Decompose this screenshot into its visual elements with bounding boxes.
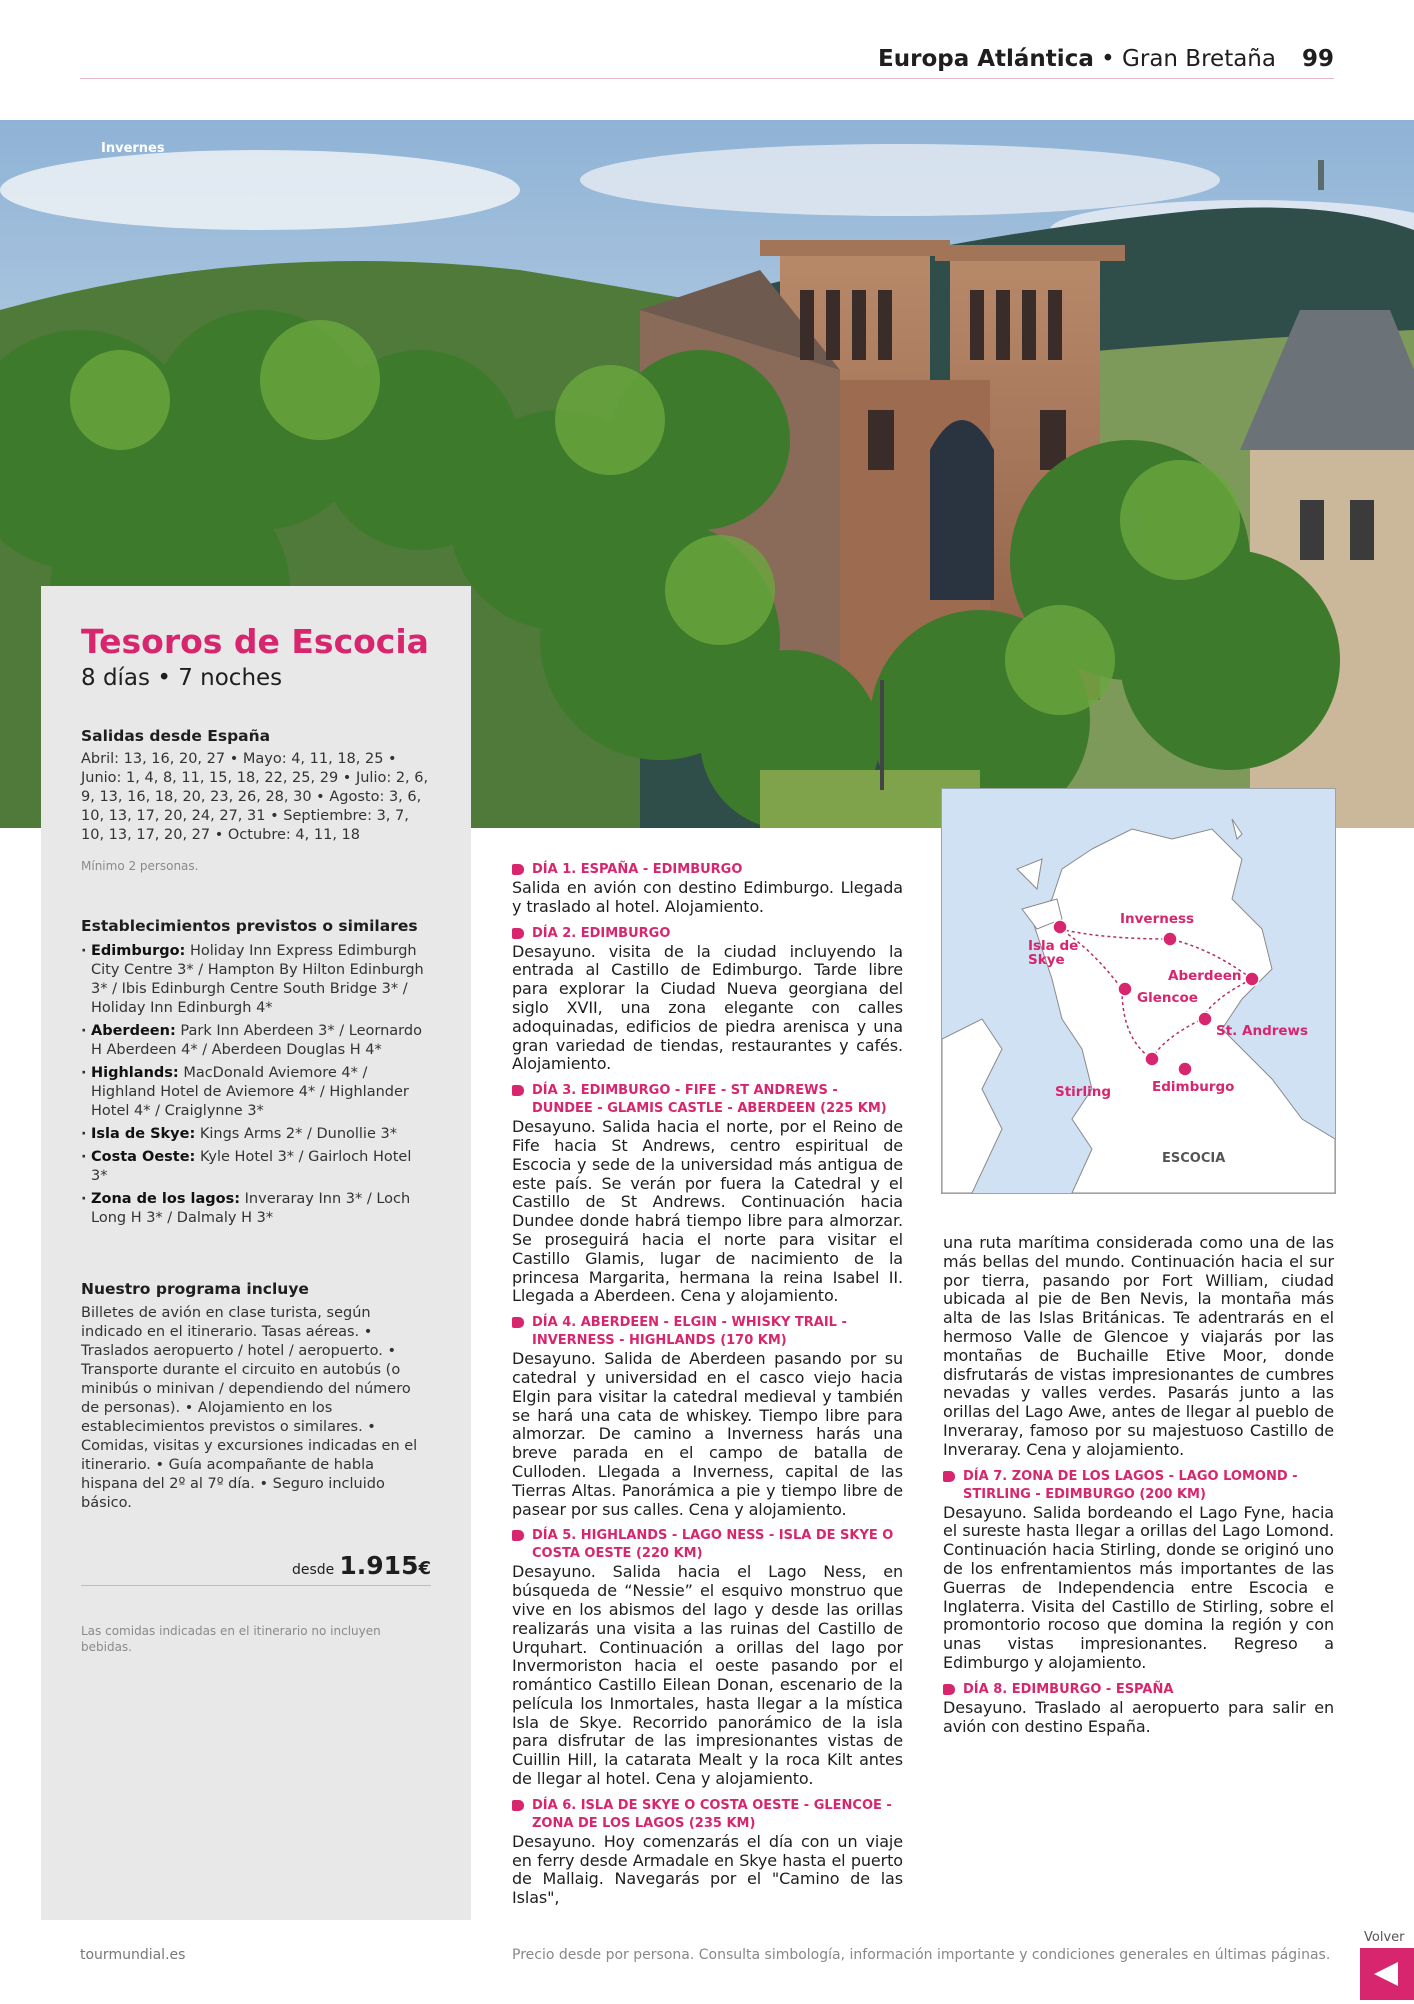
- day-title: [512, 1082, 903, 1118]
- includes-section: [81, 1280, 431, 1513]
- map-city-glencoe: Glencoe: [1137, 990, 1198, 1006]
- hotel-place: Costa Oeste:: [91, 1149, 196, 1165]
- hotel-place: Aberdeen:: [91, 1023, 176, 1039]
- page-header: [80, 44, 1334, 79]
- hotel-item: [81, 1022, 431, 1060]
- itinerary-column-2: [943, 1234, 1334, 1744]
- day-title: [512, 1797, 903, 1833]
- day-title-text: DÍA 3. EDIMBURGO - FIFE - ST ANDREWS - DUNDEE - GLAMIS CASTLE - ABERDEEN (225 KM): [532, 1083, 887, 1117]
- day-title-text: DÍA 7. ZONA DE LOS LAGOS - LAGO LOMOND - STIRLING - EDIMBURGO (200 KM): [963, 1468, 1298, 1502]
- trip-title: Tesoros de Escocia: [81, 622, 429, 661]
- hotel-names: Kyle Hotel 3* / Gairloch Hotel 3*: [91, 1149, 412, 1184]
- region-name: Europa Atlántica: [878, 46, 1094, 72]
- day-text: Desayuno. visita de la ciudad incluyendo la entrada al Castillo de Edimburgo. Tarde libre para explorar la Ciudad Nueva georgiana del siglo XVII, una zona elegante con calles adoquinadas, edificios de piedra arenisca y una gran variedad de tiendas, restaurantes y cafés. Alojamiento.: [512, 941, 903, 1074]
- day-text: Desayuno. Salida hacia el Lago Ness, en búsqueda de “Nessie” el esquivo monstruo que vive en los abismos del lago y desde las orillas realizarás una visita a las ruinas del Castillo de Urquhart. Continuación a orillas del lago por Invermoriston hacia el oeste pasando por el romántico Castillo Eilean Donan, escenario de la película los Inmortales, hasta llegar a la mística Isla de Skye. Recorrido panorámico de la isla para disfrutar de las impresionantes vistas de Cuillin Hill, la catarata Mealt y la roca Kilt antes de llegar al hotel. Cena y alojamiento.: [512, 1562, 903, 1789]
- itinerary-day-continued: [943, 1234, 1334, 1460]
- day-title-text: DÍA 2. EDIMBURGO: [532, 925, 671, 941]
- day-title: [512, 1314, 903, 1350]
- section-title: [878, 46, 1334, 72]
- map-city-edimburgo: Edimburgo: [1152, 1079, 1235, 1095]
- hero-caption: Invernes: [101, 141, 165, 156]
- map-city-aberdeen: Aberdeen: [1168, 968, 1242, 984]
- title-separator: •: [1093, 46, 1123, 72]
- meals-note: Las comidas indicadas en el itinerario no incluyen bebidas.: [81, 1624, 381, 1654]
- hotel-place: Highlands:: [91, 1065, 179, 1081]
- day-title: [943, 1681, 1334, 1699]
- day-marker-icon: [512, 1800, 524, 1811]
- day-title-text: DÍA 8. EDIMBURGO - ESPAÑA: [963, 1681, 1174, 1697]
- hotels-list: [81, 942, 431, 1228]
- day-text: Desayuno. Traslado al aeropuerto para salir en avión con destino España.: [943, 1697, 1334, 1736]
- day-title-text: DÍA 6. ISLA DE SKYE O COSTA OESTE - GLENCOE - ZONA DE LOS LAGOS (235 KM): [532, 1797, 892, 1831]
- map-city-st-andrews: St. Andrews: [1216, 1023, 1309, 1039]
- hotel-item: [81, 1148, 431, 1186]
- day-marker-icon: [943, 1684, 955, 1695]
- day-marker-icon: [512, 928, 524, 939]
- day-text: Salida en avión con destino Edimburgo. Llegada y traslado al hotel. Alojamiento.: [512, 878, 903, 916]
- day-marker-icon: [512, 1085, 524, 1096]
- itinerary-day: [512, 1527, 903, 1789]
- hotel-place: Zona de los lagos:: [91, 1191, 241, 1207]
- country-name: Gran Bretaña: [1122, 46, 1276, 72]
- hotel-item: [81, 1125, 431, 1144]
- hotels-section: [81, 917, 431, 1232]
- itinerary-day: [512, 1314, 903, 1519]
- hotel-item: [81, 1190, 431, 1228]
- hotel-item: [81, 1064, 431, 1121]
- day-title-text: DÍA 4. ABERDEEN - ELGIN - WHISKY TRAIL - INVERNESS - HIGHLANDS (170 KM): [532, 1315, 847, 1349]
- itinerary-day: [512, 1797, 903, 1908]
- hotel-names: MacDonald Aviemore 4* / Highland Hotel de Aviemore 4* / Highlander Hotel 4* / Craiglynne 3*: [91, 1065, 409, 1119]
- trip-duration: 8 días • 7 noches: [81, 665, 283, 691]
- itinerary-day: [943, 1468, 1334, 1673]
- hotel-item: [81, 942, 431, 1018]
- hotel-names: Park Inn Aberdeen 3* / Leornardo H Aberdeen 4* / Aberdeen Douglas H 4*: [91, 1023, 422, 1058]
- day-text: una ruta marítima considerada como una de las más bellas del mundo. Continuación hacia el sur por tierra, pasando por Fort William, ciudad ubicada al pie de Ben Nevis, la montaña más alta de las Islas Británicas. Te adentrarás en el hermoso Valle de Glencoe y viajarás por las montañas de Buchaille Etive Moor, donde disfrutarás de vistas impresionantes de cumbres nevadas y valles verdes. Pasarás junto a las orillas del Lago Awe, antes de llegar al pueblo de Inveraray, famoso por su majestuoso Castillo de Inveraray. Cena y alojamiento.: [943, 1233, 1334, 1459]
- day-title: [512, 861, 903, 879]
- itinerary-day: [512, 1082, 903, 1306]
- day-title-text: DÍA 5. HIGHLANDS - LAGO NESS - ISLA DE SKYE O COSTA OESTE (220 KM): [532, 1528, 894, 1562]
- itinerary-day: [943, 1681, 1334, 1737]
- day-title: [943, 1468, 1334, 1504]
- hotel-place: Edimburgo:: [91, 943, 186, 959]
- price-from-label: desde: [292, 1562, 335, 1578]
- footer-note: Precio desde por persona. Consulta simbología, información importante y condiciones generales en últimas páginas.: [512, 1947, 1331, 1963]
- day-marker-icon: [512, 1317, 524, 1328]
- day-text: Desayuno. Salida hacia el norte, por el Reino de Fife hacia St Andrews, centro espiritual de Escocia y sede de la universidad más antigua de este país. Se verán por fuera la Catedral y el Castillo de St Andrews. Continuación hacia Dundee donde habrá tiempo libre para almorzar. Se proseguirá hacia el norte para visitar el Castillo Glamis, lugar de nacimiento de la princesa Margarita, hermana la reina Isabel II. Llegada a Aberdeen. Cena y alojamiento.: [512, 1117, 903, 1306]
- departures-section: [81, 727, 431, 874]
- day-title: [512, 925, 903, 943]
- route-map: [941, 788, 1336, 1194]
- day-title: [512, 1527, 903, 1563]
- day-text: Desayuno. Salida de Aberdeen pasando por su catedral y universidad en el casco viejo hacia Elgin para visitar la catedral medieval y también se hará una cata de whiskey. Tiempo libre para almorzar. De camino a Inverness harás una breve parada en el campo de batalla de Culloden. Llegada a Inverness, capital de las Tierras Altas. Panorámica a pie y tiempo libre de pasear por sus calles. Cena y alojamiento.: [512, 1349, 903, 1519]
- hotel-place: Isla de Skye:: [91, 1126, 196, 1142]
- price-value: 1.915: [339, 1551, 419, 1580]
- map-city-skye: Isla de Skye: [1028, 938, 1079, 968]
- hotel-names: Holiday Inn Express Edimburgh City Centre 3* / Hampton By Hilton Edinburgh 3* / Ibis Edinburgh Centre South Bridge 3* / Holiday Inn Edinburgh 4*: [91, 943, 424, 1016]
- includes-title: Nuestro programa incluye: [81, 1280, 309, 1298]
- includes-text: Billetes de avión en clase turista, según indicado en el itinerario. Tasas aéreas. • Traslados aeropuerto / hotel / aeropuerto. • Transporte durante el circuito en autobús (o minibús o minivan / dependiendo del número de personas). • Alojamiento en los establecimientos previstos o similares. • Comidas, visitas y excursiones indicadas en el itinerario. • Guía acompañante de habla hispana del 2º al 7º día. • Seguro incluido básico.: [81, 1305, 418, 1511]
- hotel-names: Kings Arms 2* / Dunollie 3*: [199, 1126, 397, 1142]
- page-number: 99: [1301, 46, 1334, 72]
- departures-title: Salidas desde España: [81, 727, 271, 745]
- day-marker-icon: [943, 1471, 955, 1482]
- minimum-note: Mínimo 2 personas.: [81, 859, 199, 873]
- day-marker-icon: [512, 864, 524, 875]
- back-label[interactable]: Volver: [1364, 1930, 1405, 1945]
- day-text: Desayuno. Hoy comenzarás el día con un viaje en ferry desde Armadale en Skye hasta el puerto de Mallaig. Navegarás por el "Camino de las Islas",: [512, 1831, 903, 1908]
- arrow-left-icon: [1360, 1948, 1414, 2000]
- hotels-title: Establecimientos previstos o similares: [81, 917, 418, 935]
- day-text: Desayuno. Salida bordeando el Lago Fyne, hacia el sureste hasta llegar a orillas del Lago Lomond. Continuación hacia Stirling, donde se originó uno de los enfrentamientos más importantes de las Guerras de Independencia entre Escocia e Inglaterra. Visita del Castillo de Stirling, sobre el promontorio rocoso que domina la región y con unas vistas impresionantes. Regreso a Edimburgo y alojamiento.: [943, 1502, 1334, 1672]
- map-country-label: ESCOCIA: [1162, 1151, 1226, 1166]
- map-city-stirling: Stirling: [1055, 1084, 1111, 1100]
- map-city-inverness: Inverness: [1120, 911, 1195, 927]
- back-button[interactable]: [1360, 1948, 1414, 2000]
- hotel-names: Inveraray Inn 3* / Loch Long H 3* / Dalmaly H 3*: [91, 1191, 411, 1226]
- day-title-text: DÍA 1. ESPAÑA - EDIMBURGO: [532, 862, 743, 877]
- price-box: [81, 1551, 431, 1586]
- itinerary-day: [512, 925, 903, 1075]
- itinerary-day: [512, 861, 903, 917]
- footer-site[interactable]: tourmundial.es: [80, 1947, 186, 1963]
- day-marker-icon: [512, 1530, 524, 1541]
- departures-dates: Abril: 13, 16, 20, 27 • Mayo: 4, 11, 18, 25 • Junio: 1, 4, 8, 11, 15, 18, 22, 25, 29 • Julio: 2, 6, 9, 13, 16, 18, 20, 23, 26, 28, 30 • Agosto: 3, 6, 10, 13, 17, 20, 24, 27, 31 • Septiembre: 3, 7, 10, 13, 17, 20, 27 • Octubre: 4, 11, 18: [81, 751, 429, 843]
- itinerary-column-1: [512, 861, 903, 1916]
- price-currency: €: [418, 1558, 431, 1579]
